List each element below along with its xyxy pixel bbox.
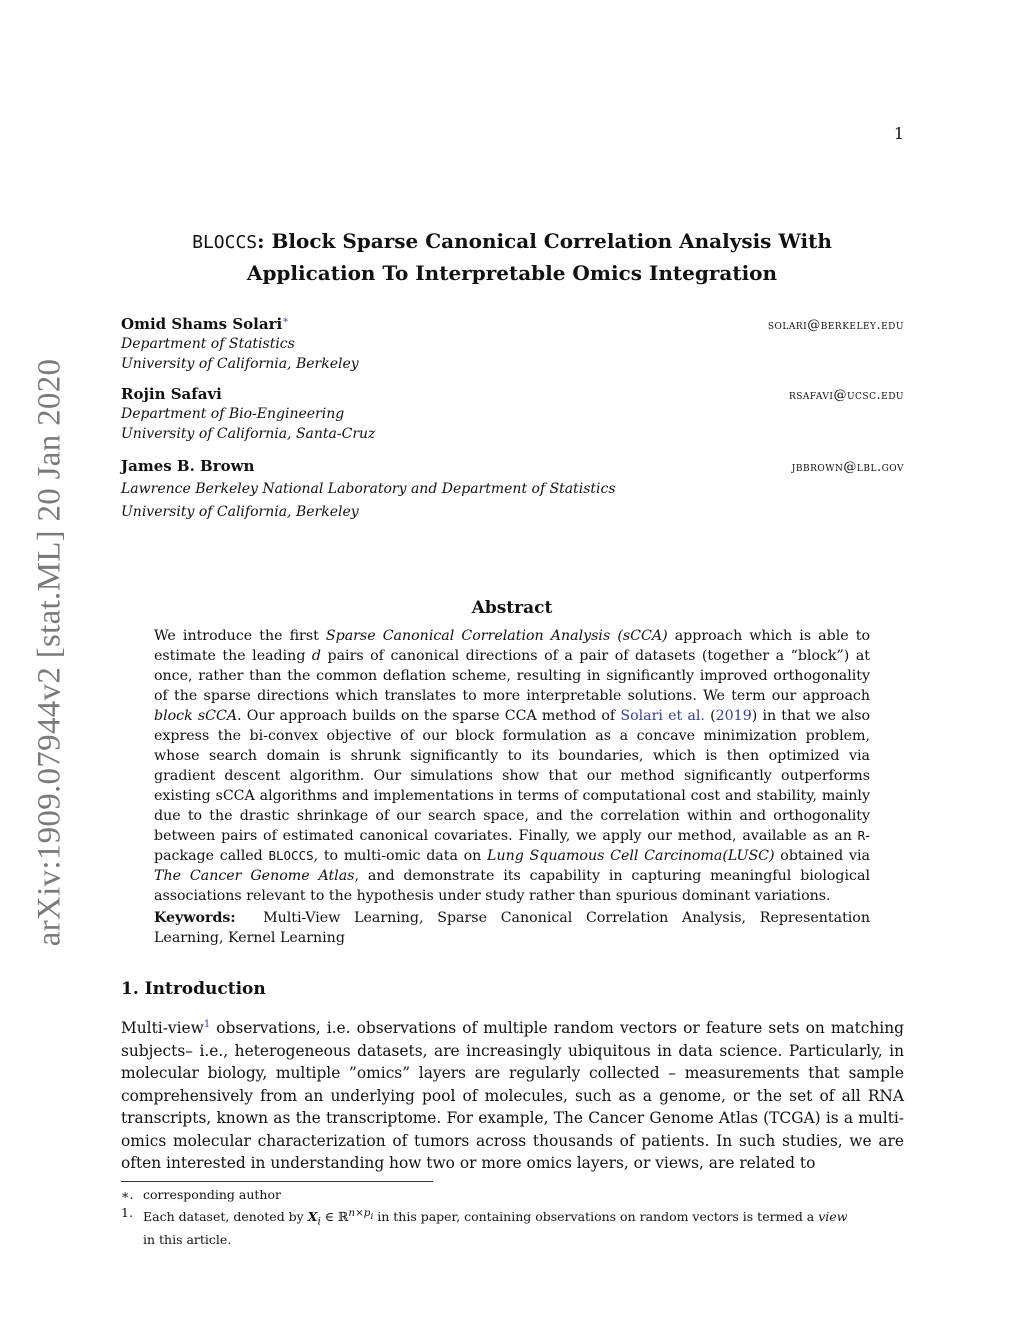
section-heading: 1. Introduction bbox=[121, 979, 266, 999]
author-name: Omid Shams Solari∗ bbox=[121, 315, 289, 333]
intro-paragraph: Multi-view$^1$ observations, i.e. observations of multiple random vectors or feature sets on matching subjects– i.e., heterogeneous datasets, are increasingly ubiquitous in data science. Particularly, in molecular biology, multiple ”omics” layers are regularly collected – measurements that sample comprehensively from an underlying pool of molecules, such as a genome, or the set of all RNA transcripts, known as the transcriptome. For example, The Cancer Genome Atlas (TCGA) is a multi-omics molecular characterization of tumors across thousands of patients. In such studies, we are often interested in understanding how two or more omics layers, or views, are related to bbox=[121, 1019, 904, 1173]
footnotes bbox=[121, 1186, 904, 1249]
abstract-body: We introduce the first Sparse Canonical Correlation Analysis (sCCA) approach which is able to estimate the leading d pairs of canonical directions of a pair of datasets (together a “block”) at once, rather than the common deflation scheme, resulting in significantly improved orthogonality of the sparse directions which translates to more interpretable solutions. We term our approach block sCCA. Our approach builds on the sparse CCA method of Solari et al. (2019) in that we also express the bi-convex objective of our block formulation as a concave minimization problem, whose search domain is shrunk significantly to its boundaries, which is then optimized via gradient descent algorithm. Our simulations show that our method significantly outperforms existing sCCA algorithms and implementations in terms of computational cost and stability, mainly due to the drastic shrinkage of our search space, and the correlation within and orthogonality between pairs of estimated canonical covariates. Finally, we apply our method, available as an R-package called BLOCCS, to multi-omic data on Lung Squamous Cell Carcinoma(LUSC) obtained via The Cancer Genome Atlas, and demonstrate its capability in capturing meaningful biological associations relevant to the hypothesis under study rather than spurious dominant variations. bbox=[154, 628, 871, 904]
author-email: jbbrown@lbl.gov bbox=[791, 460, 904, 475]
keywords-label: Keywords: bbox=[154, 910, 236, 926]
author-email: rsafavi@ucsc.edu bbox=[788, 388, 904, 403]
paper-title bbox=[120, 226, 904, 288]
keywords-text: Multi-View Learning, Sparse Canonical Correlation Analysis, Representation Learning, Kernel Learning bbox=[154, 910, 870, 946]
title-line1: : Block Sparse Canonical Correlation Analysis With bbox=[257, 229, 832, 253]
title-line2: Application To Interpretable Omics Integration bbox=[246, 261, 778, 285]
author-affiliation: Department of Statistics bbox=[121, 336, 295, 352]
abstract-heading: Abstract bbox=[471, 598, 553, 618]
author-affiliation: Department of Bio-Engineering bbox=[121, 406, 345, 422]
arxiv-stamp bbox=[25, 352, 75, 952]
corresponding-author-marker[interactable]: ∗ bbox=[282, 315, 289, 326]
author-affiliation: University of California, Santa-Cruz bbox=[121, 426, 376, 442]
author-name: Rojin Safavi bbox=[121, 385, 222, 403]
author-affiliation: Lawrence Berkeley National Laboratory and Department of Statistics bbox=[121, 481, 616, 497]
page-number: 1 bbox=[893, 124, 904, 143]
keywords bbox=[154, 908, 870, 948]
author-name: James B. Brown bbox=[121, 457, 255, 475]
author-email: solari@berkeley.edu bbox=[767, 318, 904, 333]
footnote: ∗. corresponding author bbox=[121, 1187, 281, 1202]
author-affiliation: University of California, Berkeley bbox=[121, 504, 359, 520]
footnote-ref[interactable]: 1 bbox=[203, 1019, 211, 1030]
title-acronym: BLOCCS bbox=[192, 232, 258, 253]
author-affiliation: University of California, Berkeley bbox=[121, 356, 359, 372]
footnote: 1. Each dataset, denoted by $X_i$ ∈ ℝ$^{n\times p_i}$ in this paper, containing observations on random vectors is termed a view bbox=[121, 1205, 848, 1228]
footnote-divider bbox=[121, 1181, 433, 1182]
citation-year-link[interactable]: 2019 bbox=[715, 708, 752, 724]
citation-link[interactable]: Solari et al. bbox=[620, 708, 705, 724]
arxiv-id: arXiv:1909.07944v2 [stat.ML] 20 Jan 2020 bbox=[31, 358, 68, 946]
footnote-continuation: in this article. bbox=[143, 1231, 232, 1247]
